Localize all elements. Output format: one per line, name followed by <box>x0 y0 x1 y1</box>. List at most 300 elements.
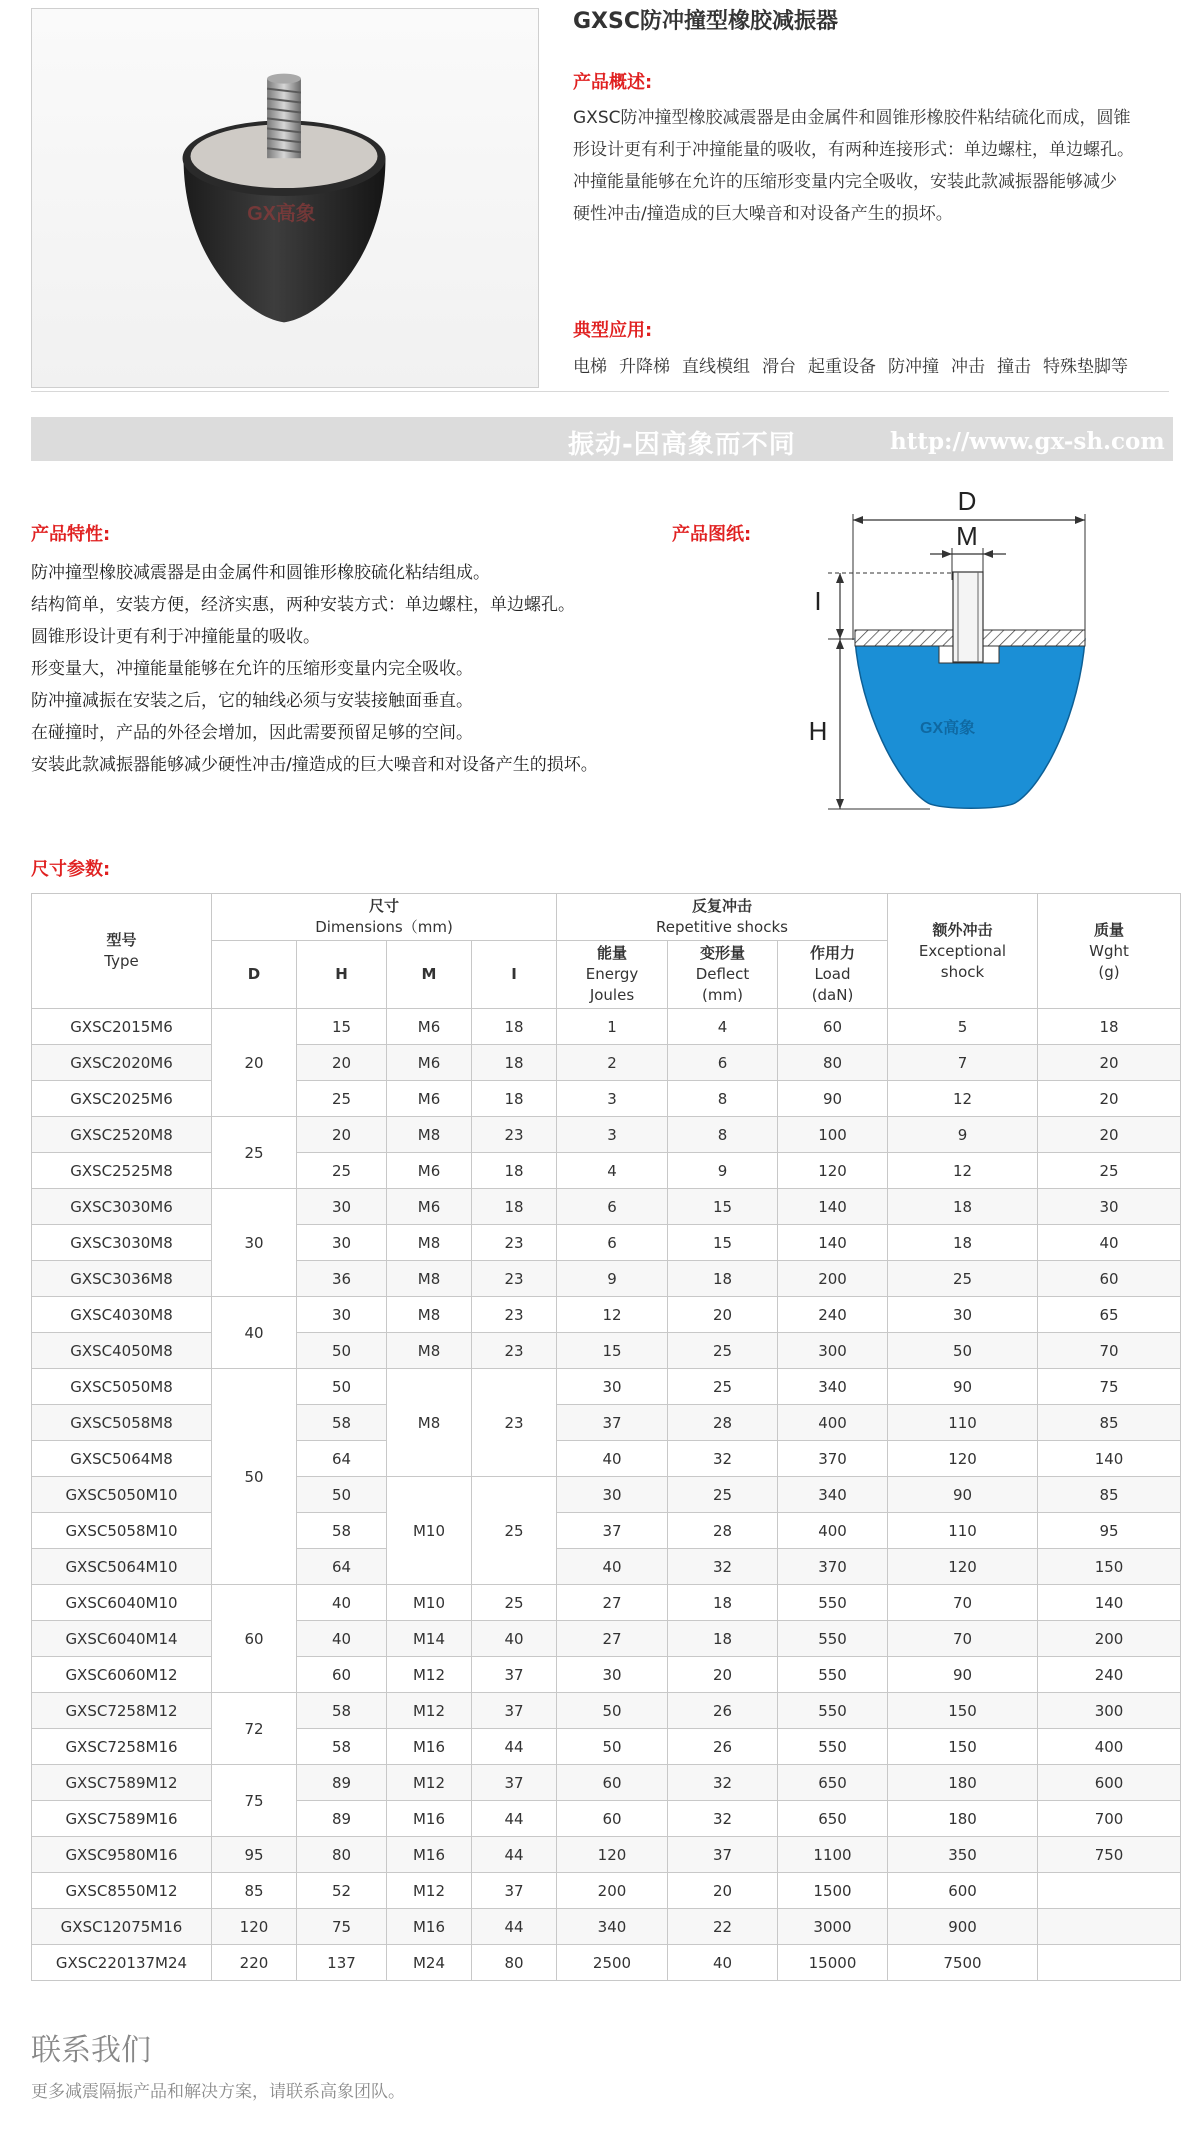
cell-load: 200 <box>778 1261 888 1297</box>
cell-m: M16 <box>387 1801 472 1837</box>
photo-watermark: GX高象 <box>247 202 316 225</box>
cell-i: 37 <box>472 1765 557 1801</box>
cell-d: 30 <box>212 1189 297 1297</box>
cell-wt: 20 <box>1038 1117 1181 1153</box>
cell-load: 370 <box>778 1549 888 1585</box>
cell-type: GXSC3036M8 <box>32 1261 212 1297</box>
cell-exc: 150 <box>888 1693 1038 1729</box>
overview-line: GXSC防冲撞型橡胶减震器是由金属件和圆锥形橡胶件粘结硫化而成，圆锥 <box>573 108 1131 128</box>
cell-m: M12 <box>387 1693 472 1729</box>
table-row <box>32 1369 1181 1405</box>
website-link[interactable]: http://www.gx-sh.com <box>890 428 1165 455</box>
cell-i: 37 <box>472 1657 557 1693</box>
cell-d: 72 <box>212 1693 297 1765</box>
cell-h: 58 <box>297 1693 387 1729</box>
cell-i: 18 <box>472 1009 557 1045</box>
cell-m: M8 <box>387 1333 472 1369</box>
cell-type: GXSC6040M14 <box>32 1621 212 1657</box>
cell-type: GXSC5050M10 <box>32 1477 212 1513</box>
cell-m: M6 <box>387 1009 472 1045</box>
cell-d: 75 <box>212 1765 297 1837</box>
cell-energy: 12 <box>557 1297 668 1333</box>
cell-i: 23 <box>472 1225 557 1261</box>
cell-m: M6 <box>387 1045 472 1081</box>
cell-type: GXSC2520M8 <box>32 1117 212 1153</box>
cell-deflect: 18 <box>668 1585 778 1621</box>
cell-type: GXSC3030M8 <box>32 1225 212 1261</box>
cell-type: GXSC12075M16 <box>32 1909 212 1945</box>
cell-wt: 85 <box>1038 1477 1181 1513</box>
table-row <box>32 1621 1181 1657</box>
cell-i: 25 <box>472 1477 557 1585</box>
cell-i: 23 <box>472 1333 557 1369</box>
cell-h: 30 <box>297 1297 387 1333</box>
cell-energy: 30 <box>557 1657 668 1693</box>
cell-h: 30 <box>297 1225 387 1261</box>
cell-m: M12 <box>387 1657 472 1693</box>
table-row <box>32 1909 1181 1945</box>
cell-wt: 75 <box>1038 1369 1181 1405</box>
cell-exc: 110 <box>888 1405 1038 1441</box>
cell-wt: 300 <box>1038 1693 1181 1729</box>
table-row <box>32 1945 1181 1981</box>
table-row <box>32 1333 1181 1369</box>
cell-i: 44 <box>472 1837 557 1873</box>
cell-wt: 60 <box>1038 1261 1181 1297</box>
cell-exc: 9 <box>888 1117 1038 1153</box>
cell-m: M16 <box>387 1729 472 1765</box>
cell-i: 18 <box>472 1045 557 1081</box>
cell-deflect: 32 <box>668 1765 778 1801</box>
cell-d: 85 <box>212 1873 297 1909</box>
cell-wt <box>1038 1909 1181 1945</box>
table-row <box>32 1405 1181 1441</box>
cell-m: M16 <box>387 1837 472 1873</box>
cell-load: 3000 <box>778 1909 888 1945</box>
cell-d: 120 <box>212 1909 297 1945</box>
cell-h: 80 <box>297 1837 387 1873</box>
header-i: I <box>472 941 557 1009</box>
cell-h: 30 <box>297 1189 387 1225</box>
header-repetitive: 反复冲击 Repetitive shocks <box>557 894 888 941</box>
feature-item: 安装此款减振器能够减少硬性冲击/撞造成的巨大噪音和对设备产生的损坏。 <box>31 755 598 775</box>
cell-energy: 60 <box>557 1801 668 1837</box>
header-deflect: 变形量 Deflect (mm) <box>668 941 778 1009</box>
cell-wt: 70 <box>1038 1333 1181 1369</box>
cell-energy: 340 <box>557 1909 668 1945</box>
cell-exc: 120 <box>888 1441 1038 1477</box>
cell-exc: 18 <box>888 1225 1038 1261</box>
divider <box>31 391 1169 392</box>
table-row <box>32 1693 1181 1729</box>
cell-exc: 150 <box>888 1729 1038 1765</box>
application-item: 升降梯 <box>619 357 670 377</box>
cell-type: GXSC8550M12 <box>32 1873 212 1909</box>
cell-type: GXSC220137M24 <box>32 1945 212 1981</box>
cell-deflect: 25 <box>668 1477 778 1513</box>
cell-h: 50 <box>297 1477 387 1513</box>
cell-i: 23 <box>472 1261 557 1297</box>
cell-deflect: 28 <box>668 1405 778 1441</box>
cell-h: 50 <box>297 1369 387 1405</box>
application-item: 撞击 <box>997 357 1031 377</box>
cell-load: 650 <box>778 1765 888 1801</box>
table-row <box>32 1873 1181 1909</box>
technical-drawing <box>780 480 1100 850</box>
cell-deflect: 20 <box>668 1297 778 1333</box>
cell-deflect: 20 <box>668 1873 778 1909</box>
table-row <box>32 1513 1181 1549</box>
cell-energy: 3 <box>557 1117 668 1153</box>
cell-h: 40 <box>297 1585 387 1621</box>
cell-energy: 30 <box>557 1477 668 1513</box>
cell-type: GXSC4050M8 <box>32 1333 212 1369</box>
cell-h: 25 <box>297 1081 387 1117</box>
table-row <box>32 1765 1181 1801</box>
header-type: 型号 Type <box>32 894 212 1009</box>
cell-deflect: 15 <box>668 1225 778 1261</box>
cell-wt: 85 <box>1038 1405 1181 1441</box>
cell-m: M10 <box>387 1585 472 1621</box>
cell-type: GXSC5050M8 <box>32 1369 212 1405</box>
feature-item: 在碰撞时，产品的外径会增加，因此需要预留足够的空间。 <box>31 723 473 743</box>
cell-h: 20 <box>297 1045 387 1081</box>
cell-h: 40 <box>297 1621 387 1657</box>
cell-h: 20 <box>297 1117 387 1153</box>
cell-exc: 12 <box>888 1081 1038 1117</box>
dim-label-m: M <box>956 521 978 551</box>
applications-heading: 典型应用: <box>573 320 653 341</box>
cell-energy: 6 <box>557 1225 668 1261</box>
cell-energy: 30 <box>557 1369 668 1405</box>
cell-load: 1100 <box>778 1837 888 1873</box>
cell-exc: 350 <box>888 1837 1038 1873</box>
table-row <box>32 1117 1181 1153</box>
cell-wt: 240 <box>1038 1657 1181 1693</box>
cell-m: M6 <box>387 1081 472 1117</box>
cell-type: GXSC9580M16 <box>32 1837 212 1873</box>
cell-m: M24 <box>387 1945 472 1981</box>
cell-wt: 400 <box>1038 1729 1181 1765</box>
cell-i: 37 <box>472 1693 557 1729</box>
dim-label-h: H <box>808 716 828 746</box>
application-item: 防冲撞 <box>888 357 939 377</box>
product-photo <box>31 8 539 388</box>
header-exceptional: 额外冲击 Exceptional shock <box>888 894 1038 1009</box>
drawing-heading: 产品图纸: <box>672 524 752 545</box>
cell-wt: 140 <box>1038 1585 1181 1621</box>
cell-i: 80 <box>472 1945 557 1981</box>
table-row <box>32 1225 1181 1261</box>
cell-i: 23 <box>472 1117 557 1153</box>
cell-type: GXSC7258M16 <box>32 1729 212 1765</box>
cell-h: 25 <box>297 1153 387 1189</box>
cell-d: 50 <box>212 1369 297 1585</box>
cell-m: M6 <box>387 1153 472 1189</box>
table-row <box>32 1585 1181 1621</box>
cell-wt: 20 <box>1038 1045 1181 1081</box>
cell-exc: 7500 <box>888 1945 1038 1981</box>
cell-h: 64 <box>297 1441 387 1477</box>
cell-h: 15 <box>297 1009 387 1045</box>
cell-energy: 40 <box>557 1441 668 1477</box>
table-row <box>32 1477 1181 1513</box>
cell-i: 18 <box>472 1153 557 1189</box>
cell-deflect: 25 <box>668 1333 778 1369</box>
cell-h: 64 <box>297 1549 387 1585</box>
overview-line: 冲撞能量能够在允许的压缩形变量内完全吸收，安装此款减振器能够减少 <box>573 172 1117 192</box>
cell-m: M12 <box>387 1873 472 1909</box>
cell-load: 400 <box>778 1405 888 1441</box>
size-table-body <box>32 1009 1181 1981</box>
dim-label-i: I <box>814 586 822 616</box>
cell-h: 36 <box>297 1261 387 1297</box>
cell-type: GXSC2020M6 <box>32 1045 212 1081</box>
cell-load: 80 <box>778 1045 888 1081</box>
cell-h: 75 <box>297 1909 387 1945</box>
cell-i: 18 <box>472 1081 557 1117</box>
table-row <box>32 1837 1181 1873</box>
cell-wt: 30 <box>1038 1189 1181 1225</box>
cell-deflect: 4 <box>668 1009 778 1045</box>
cell-exc: 600 <box>888 1873 1038 1909</box>
header-m: M <box>387 941 472 1009</box>
cell-type: GXSC5064M8 <box>32 1441 212 1477</box>
feature-item: 防冲撞减振在安装之后，它的轴线必须与安装接触面垂直。 <box>31 691 473 711</box>
cell-deflect: 18 <box>668 1261 778 1297</box>
cell-load: 15000 <box>778 1945 888 1981</box>
cell-m: M8 <box>387 1261 472 1297</box>
product-title: GXSC防冲撞型橡胶减振器 <box>573 9 839 34</box>
cell-i: 44 <box>472 1801 557 1837</box>
cell-wt <box>1038 1945 1181 1981</box>
feature-item: 圆锥形设计更有利于冲撞能量的吸收。 <box>31 627 320 647</box>
cell-energy: 9 <box>557 1261 668 1297</box>
header-dimensions: 尺寸 Dimensions（mm) <box>212 894 557 941</box>
cell-exc: 18 <box>888 1189 1038 1225</box>
application-item: 特殊垫脚等 <box>1043 357 1128 377</box>
header-load: 作用力 Load (daN) <box>778 941 888 1009</box>
cell-h: 89 <box>297 1801 387 1837</box>
cell-deflect: 26 <box>668 1693 778 1729</box>
cell-h: 58 <box>297 1513 387 1549</box>
cell-d: 40 <box>212 1297 297 1369</box>
feature-item: 防冲撞型橡胶减震器是由金属件和圆锥形橡胶硫化粘结组成。 <box>31 563 490 583</box>
header-energy: 能量 Energy Joules <box>557 941 668 1009</box>
cell-deflect: 6 <box>668 1045 778 1081</box>
cell-wt: 200 <box>1038 1621 1181 1657</box>
cell-type: GXSC5058M8 <box>32 1405 212 1441</box>
application-item: 滑台 <box>762 357 796 377</box>
table-row <box>32 1261 1181 1297</box>
cell-exc: 25 <box>888 1261 1038 1297</box>
cell-deflect: 15 <box>668 1189 778 1225</box>
cell-deflect: 20 <box>668 1657 778 1693</box>
cell-d: 20 <box>212 1009 297 1117</box>
cell-exc: 180 <box>888 1801 1038 1837</box>
cell-load: 650 <box>778 1801 888 1837</box>
cell-exc: 90 <box>888 1657 1038 1693</box>
features-list <box>31 557 671 781</box>
cell-energy: 4 <box>557 1153 668 1189</box>
cell-exc: 70 <box>888 1585 1038 1621</box>
cell-m: M12 <box>387 1765 472 1801</box>
applications-list <box>573 352 1128 377</box>
cell-i: 23 <box>472 1297 557 1333</box>
cell-load: 550 <box>778 1585 888 1621</box>
cell-exc: 90 <box>888 1477 1038 1513</box>
cell-wt: 65 <box>1038 1297 1181 1333</box>
cell-wt: 18 <box>1038 1009 1181 1045</box>
cell-wt: 150 <box>1038 1549 1181 1585</box>
cell-wt: 750 <box>1038 1837 1181 1873</box>
size-table <box>31 893 1181 1981</box>
cell-h: 58 <box>297 1729 387 1765</box>
cell-deflect: 8 <box>668 1081 778 1117</box>
cell-deflect: 9 <box>668 1153 778 1189</box>
contact-title: 联系我们 <box>31 2033 151 2068</box>
application-item: 电梯 <box>573 357 607 377</box>
cell-m: M6 <box>387 1189 472 1225</box>
cell-m: M8 <box>387 1369 472 1477</box>
cell-i: 37 <box>472 1873 557 1909</box>
size-heading: 尺寸参数: <box>31 859 111 880</box>
contact-text: 更多减震隔振产品和解决方案，请联系高象团队。 <box>31 2082 405 2102</box>
cell-exc: 90 <box>888 1369 1038 1405</box>
cell-energy: 2500 <box>557 1945 668 1981</box>
cell-load: 100 <box>778 1117 888 1153</box>
cell-d: 95 <box>212 1837 297 1873</box>
cell-m: M14 <box>387 1621 472 1657</box>
cell-load: 300 <box>778 1333 888 1369</box>
cell-energy: 15 <box>557 1333 668 1369</box>
table-row <box>32 1009 1181 1045</box>
cell-energy: 27 <box>557 1585 668 1621</box>
cell-i: 40 <box>472 1621 557 1657</box>
cell-load: 340 <box>778 1477 888 1513</box>
cell-type: GXSC2025M6 <box>32 1081 212 1117</box>
cell-load: 60 <box>778 1009 888 1045</box>
cell-load: 550 <box>778 1729 888 1765</box>
cell-type: GXSC6060M12 <box>32 1657 212 1693</box>
cell-m: M8 <box>387 1297 472 1333</box>
table-row <box>32 1189 1181 1225</box>
feature-item: 结构简单，安装方便，经济实惠，两种安装方式：单边螺柱，单边螺孔。 <box>31 595 575 615</box>
cell-m: M10 <box>387 1477 472 1585</box>
product-photo-image <box>32 9 538 387</box>
cell-energy: 40 <box>557 1549 668 1585</box>
cell-load: 1500 <box>778 1873 888 1909</box>
cell-deflect: 32 <box>668 1441 778 1477</box>
header-weight: 质量 Wght (g) <box>1038 894 1181 1009</box>
cell-energy: 50 <box>557 1729 668 1765</box>
cell-d: 220 <box>212 1945 297 1981</box>
cell-h: 58 <box>297 1405 387 1441</box>
cell-energy: 6 <box>557 1189 668 1225</box>
drawing-watermark: GX高象 <box>920 720 976 737</box>
table-row <box>32 1297 1181 1333</box>
cell-exc: 12 <box>888 1153 1038 1189</box>
cell-deflect: 32 <box>668 1549 778 1585</box>
cell-exc: 900 <box>888 1909 1038 1945</box>
table-row <box>32 1801 1181 1837</box>
cell-energy: 200 <box>557 1873 668 1909</box>
header-h: H <box>297 941 387 1009</box>
cell-load: 370 <box>778 1441 888 1477</box>
features-heading: 产品特性: <box>31 524 111 545</box>
cell-load: 240 <box>778 1297 888 1333</box>
cell-h: 89 <box>297 1765 387 1801</box>
cell-energy: 60 <box>557 1765 668 1801</box>
cell-exc: 70 <box>888 1621 1038 1657</box>
cell-h: 52 <box>297 1873 387 1909</box>
cell-i: 44 <box>472 1909 557 1945</box>
cell-wt: 40 <box>1038 1225 1181 1261</box>
cell-i: 18 <box>472 1189 557 1225</box>
cell-type: GXSC7258M12 <box>32 1693 212 1729</box>
cell-type: GXSC7589M12 <box>32 1765 212 1801</box>
feature-item: 形变量大，冲撞能量能够在允许的压缩形变量内完全吸收。 <box>31 659 473 679</box>
cell-deflect: 28 <box>668 1513 778 1549</box>
application-item: 直线模组 <box>682 357 750 377</box>
cell-load: 550 <box>778 1657 888 1693</box>
cell-load: 400 <box>778 1513 888 1549</box>
application-item: 冲击 <box>951 357 985 377</box>
overview-line: 硬性冲击/撞造成的巨大噪音和对设备产生的损坏。 <box>573 204 953 224</box>
header-d: D <box>212 941 297 1009</box>
cell-deflect: 8 <box>668 1117 778 1153</box>
cell-m: M8 <box>387 1225 472 1261</box>
table-row <box>32 1657 1181 1693</box>
table-row <box>32 1081 1181 1117</box>
table-row <box>32 1045 1181 1081</box>
cell-h: 60 <box>297 1657 387 1693</box>
cell-type: GXSC7589M16 <box>32 1801 212 1837</box>
cell-wt: 95 <box>1038 1513 1181 1549</box>
overview-heading: 产品概述: <box>573 72 653 93</box>
cell-wt: 20 <box>1038 1081 1181 1117</box>
cell-load: 90 <box>778 1081 888 1117</box>
cell-energy: 3 <box>557 1081 668 1117</box>
cell-deflect: 18 <box>668 1621 778 1657</box>
cell-m: M8 <box>387 1117 472 1153</box>
cell-energy: 37 <box>557 1513 668 1549</box>
cell-d: 60 <box>212 1585 297 1693</box>
cell-d: 25 <box>212 1117 297 1189</box>
cell-exc: 120 <box>888 1549 1038 1585</box>
cell-i: 44 <box>472 1729 557 1765</box>
table-row <box>32 1729 1181 1765</box>
cell-wt: 25 <box>1038 1153 1181 1189</box>
table-row <box>32 1549 1181 1585</box>
cell-energy: 27 <box>557 1621 668 1657</box>
cell-load: 140 <box>778 1225 888 1261</box>
cell-deflect: 26 <box>668 1729 778 1765</box>
cell-m: M16 <box>387 1909 472 1945</box>
cell-deflect: 37 <box>668 1837 778 1873</box>
overview-text <box>573 102 1173 230</box>
slogan-text: 振动-因高象而不同 <box>568 430 796 460</box>
application-item: 起重设备 <box>808 357 876 377</box>
cell-energy: 50 <box>557 1693 668 1729</box>
cell-type: GXSC4030M8 <box>32 1297 212 1333</box>
cell-wt <box>1038 1873 1181 1909</box>
cell-deflect: 32 <box>668 1801 778 1837</box>
cell-energy: 120 <box>557 1837 668 1873</box>
cell-wt: 700 <box>1038 1801 1181 1837</box>
cell-energy: 2 <box>557 1045 668 1081</box>
cell-load: 550 <box>778 1693 888 1729</box>
